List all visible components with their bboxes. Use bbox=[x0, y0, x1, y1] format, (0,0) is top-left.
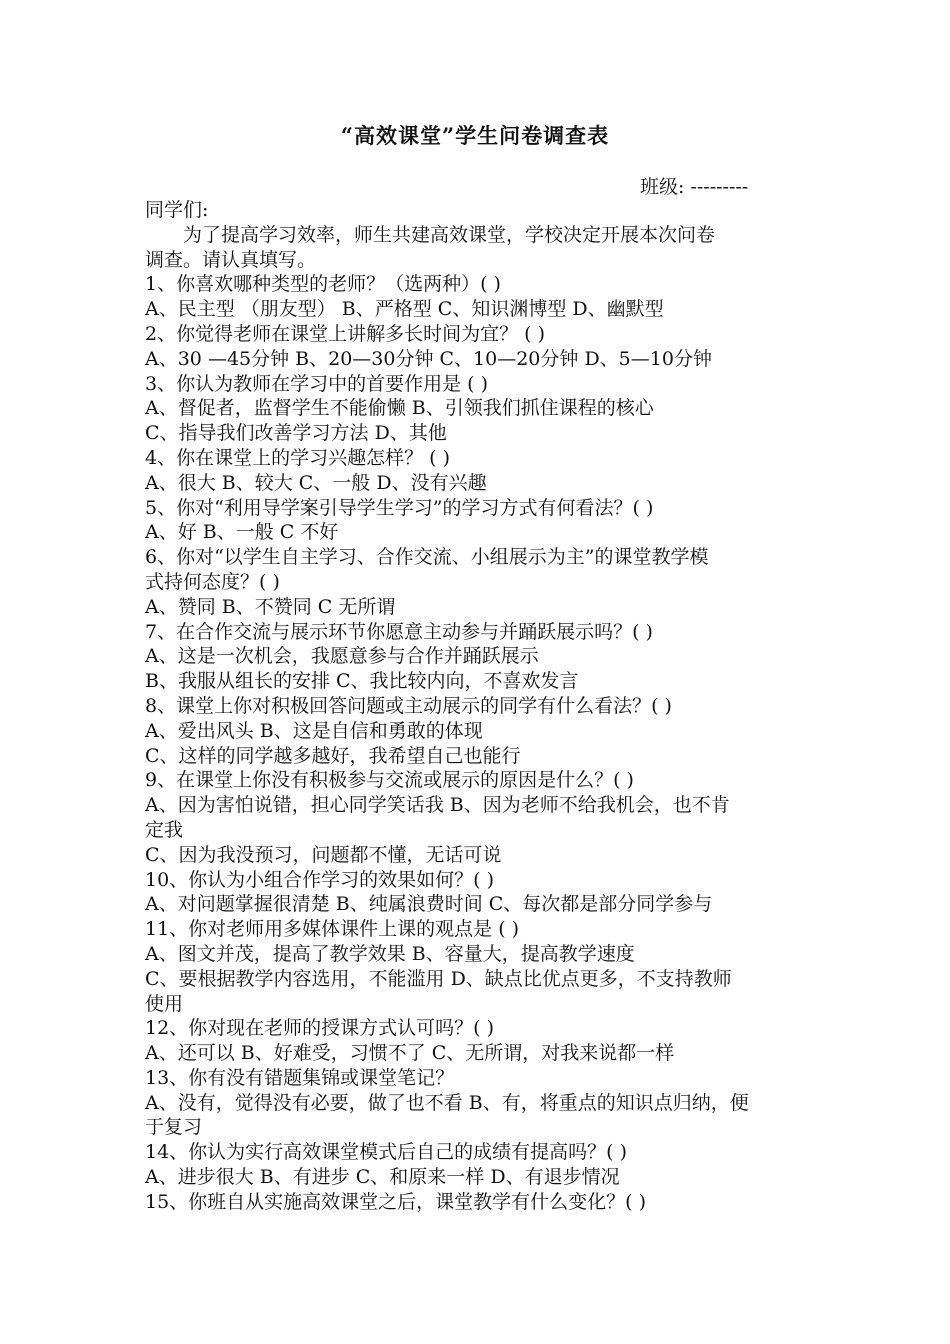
survey-line: 7、在合作交流与展示环节你愿意主动参与并踊跃展示吗？( ) bbox=[145, 620, 653, 643]
survey-line: 1、你喜欢哪种类型的老师？（选两种）( ) bbox=[145, 273, 501, 296]
survey-line: 14、你认为实行高效课堂模式后自己的成绩有提高吗？( ) bbox=[145, 1141, 628, 1164]
survey-line: A、因为害怕说错，担心同学笑话我 B、因为老师不给我机会，也不肯 bbox=[145, 794, 730, 817]
survey-line: 13、你有没有错题集锦或课堂笔记？ bbox=[145, 1066, 455, 1089]
survey-line: C、要根据教学内容选用，不能滥用 D、缺点比优点更多，不支持教师 bbox=[145, 967, 732, 990]
survey-line: A、赞同 B、不赞同 C 无所谓 bbox=[145, 595, 396, 618]
survey-line: A、对问题掌握很清楚 B、纯属浪费时间 C、每次都是部分同学参与 bbox=[145, 893, 713, 916]
intro-line: 调查。请认真填写。 bbox=[145, 248, 317, 271]
survey-line: A、30 —45分钟 B、20—30分钟 C、10—20分钟 D、5—10分钟 bbox=[145, 347, 712, 370]
survey-line: 12、你对现在老师的授课方式认可吗？( ) bbox=[145, 1017, 495, 1040]
survey-line: B、我服从组长的安排 C、我比较内向，不喜欢发言 bbox=[145, 670, 579, 693]
survey-line: 8、课堂上你对积极回答问题或主动展示的同学有什么看法？( ) bbox=[145, 694, 672, 717]
survey-line: C、因为我没预习，问题都不懂，无话可说 bbox=[145, 843, 502, 866]
survey-line: 于复习 bbox=[145, 1116, 203, 1139]
survey-line: 10、你认为小组合作学习的效果如何？( ) bbox=[145, 868, 495, 891]
survey-line: A、这是一次机会，我愿意参与合作并踊跃展示 bbox=[145, 645, 539, 668]
survey-line: C、这样的同学越多越好，我希望自己也能行 bbox=[145, 744, 521, 767]
survey-line: A、还可以 B、好难受，习惯不了 C、无所谓，对我来说都一样 bbox=[145, 1042, 675, 1065]
survey-line: A、督促者，监督学生不能偷懒 B、引领我们抓住课程的核心 bbox=[145, 397, 654, 420]
greeting-line: 同学们: bbox=[145, 199, 209, 221]
survey-line: A、好 B、一般 C 不好 bbox=[145, 521, 339, 544]
survey-line: 15、你班自从实施高效课堂之后，课堂教学有什么变化？( ) bbox=[145, 1190, 647, 1213]
class-field: 班级: --------- bbox=[640, 176, 749, 198]
survey-line: 使用 bbox=[145, 992, 184, 1015]
survey-line: 3、你认为教师在学习中的首要作用是 ( ) bbox=[145, 372, 488, 395]
survey-line: C、指导我们改善学习方法 D、其他 bbox=[145, 422, 447, 445]
survey-line: 式持何态度？( ) bbox=[145, 570, 280, 593]
survey-line: 11、你对老师用多媒体课件上课的观点是 ( ) bbox=[145, 918, 520, 941]
survey-line: A、很大 B、较大 C、一般 D、没有兴趣 bbox=[145, 471, 487, 494]
survey-line: 2、你觉得老师在课堂上讲解多长时间为宜？ ( ) bbox=[145, 322, 545, 345]
survey-line: A、图文并茂，提高了教学效果 B、容量大，提高教学速度 bbox=[145, 942, 635, 965]
survey-line: A、没有，觉得没有必要，做了也不看 B、有，将重点的知识点归纳，便 bbox=[145, 1091, 749, 1114]
survey-line: 定我 bbox=[145, 818, 184, 841]
survey-body bbox=[145, 198, 810, 1215]
survey-line: A、爱出风头 B、这是自信和勇敢的体现 bbox=[145, 719, 483, 742]
survey-line: 9、在课堂上你没有积极参与交流或展示的原因是什么？( ) bbox=[145, 769, 634, 792]
intro-line: 为了提高学习效率，师生共建高效课堂，学校决定开展本次问卷 bbox=[183, 223, 716, 246]
survey-line: 5、你对“利用导学案引导学生学习”的学习方式有何看法？( ) bbox=[145, 496, 654, 519]
survey-line: 6、你对“以学生自主学习、合作交流、小组展示为主”的课堂教学模 bbox=[145, 546, 709, 569]
survey-line: 4、你在课堂上的学习兴趣怎样？ ( ) bbox=[145, 446, 450, 469]
survey-line: A、进步很大 B、有进步 C、和原来一样 D、有退步情况 bbox=[145, 1166, 620, 1189]
page-title: “高效课堂”学生问卷调查表 bbox=[340, 123, 610, 148]
survey-line: A、民主型 （朋友型） B、严格型 C、知识渊博型 D、幽默型 bbox=[145, 298, 664, 321]
